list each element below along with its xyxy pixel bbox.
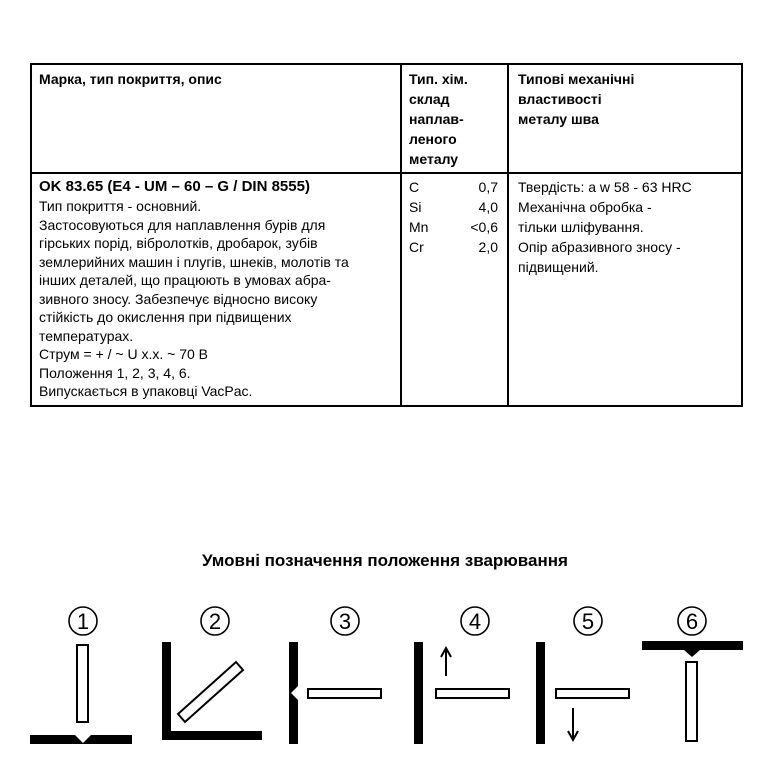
position-1-icon: [30, 607, 132, 744]
description-line: температурах.: [39, 327, 134, 344]
chemistry-row: Mn <0,6: [409, 219, 498, 235]
chemistry-row: Cr 2,0: [409, 239, 498, 255]
position-number: 3: [338, 609, 352, 634]
header-divider: [32, 172, 741, 174]
position-6-icon: [642, 607, 743, 741]
mechanical-line: Механічна обробка -: [518, 199, 652, 215]
position-number: 4: [468, 609, 482, 634]
mechanical-cell: [518, 177, 692, 277]
description-line: землерийних машин і плугів, шнеків, молотів та: [39, 253, 349, 270]
mechanical-line: підвищений.: [518, 259, 599, 275]
position-2-icon: [162, 607, 262, 740]
position-4-icon: [414, 607, 509, 744]
header-chemical-composition: Тип. хім. склад наплав- леного металу: [409, 71, 468, 167]
mechanical-line: Твердість: a w 58 - 63 HRC: [518, 179, 692, 195]
header-brand-description: Марка, тип покриття, опис: [39, 71, 222, 87]
description-line: інших деталей, що працюють в умовах абра-: [39, 272, 331, 288]
position-number: 1: [76, 609, 90, 634]
position-number: 2: [208, 609, 222, 634]
product-description-cell: [39, 177, 394, 401]
product-name: OK 83.65 (E4 - UM – 60 – G / DIN 8555): [39, 178, 310, 195]
description-line: Струм = + / ~ U x.x. ~ 70 B: [39, 346, 209, 362]
position-number: 6: [685, 609, 699, 634]
description-line: Тип покриття - основний.: [39, 198, 202, 214]
description-line: Застосовуються для наплавлення бурів для: [39, 216, 326, 233]
mechanical-line: Опір абразивного зносу -: [518, 239, 681, 255]
column-divider: [400, 65, 402, 405]
chemistry-row: Si 4,0: [409, 199, 498, 215]
chemistry-cell: [409, 177, 498, 257]
description-line: гірських порід, вібролотків, дробарок, зубів: [39, 235, 318, 251]
electrode-table: [30, 63, 743, 407]
position-3-icon: [289, 607, 381, 744]
description-line: Положення 1, 2, 3, 4, 6.: [39, 364, 191, 381]
chemistry-row: C 0,7: [409, 179, 498, 195]
welding-positions-diagram: [0, 590, 770, 762]
positions-title: Умовні позначення положення зварювання: [202, 551, 568, 570]
position-5-icon: [536, 607, 629, 744]
description-line: Випускається в упаковці VacPac.: [39, 383, 253, 399]
description-line: стійкість до окислення при підвищених: [39, 309, 292, 325]
description-line: зивного зносу. Забезпечує відносно високу: [39, 290, 318, 307]
position-number: 5: [581, 609, 595, 634]
column-divider: [507, 65, 509, 405]
mechanical-line: тільки шліфування.: [518, 219, 644, 235]
header-mechanical-properties: Типові механічні властивості металу шва: [518, 71, 635, 127]
